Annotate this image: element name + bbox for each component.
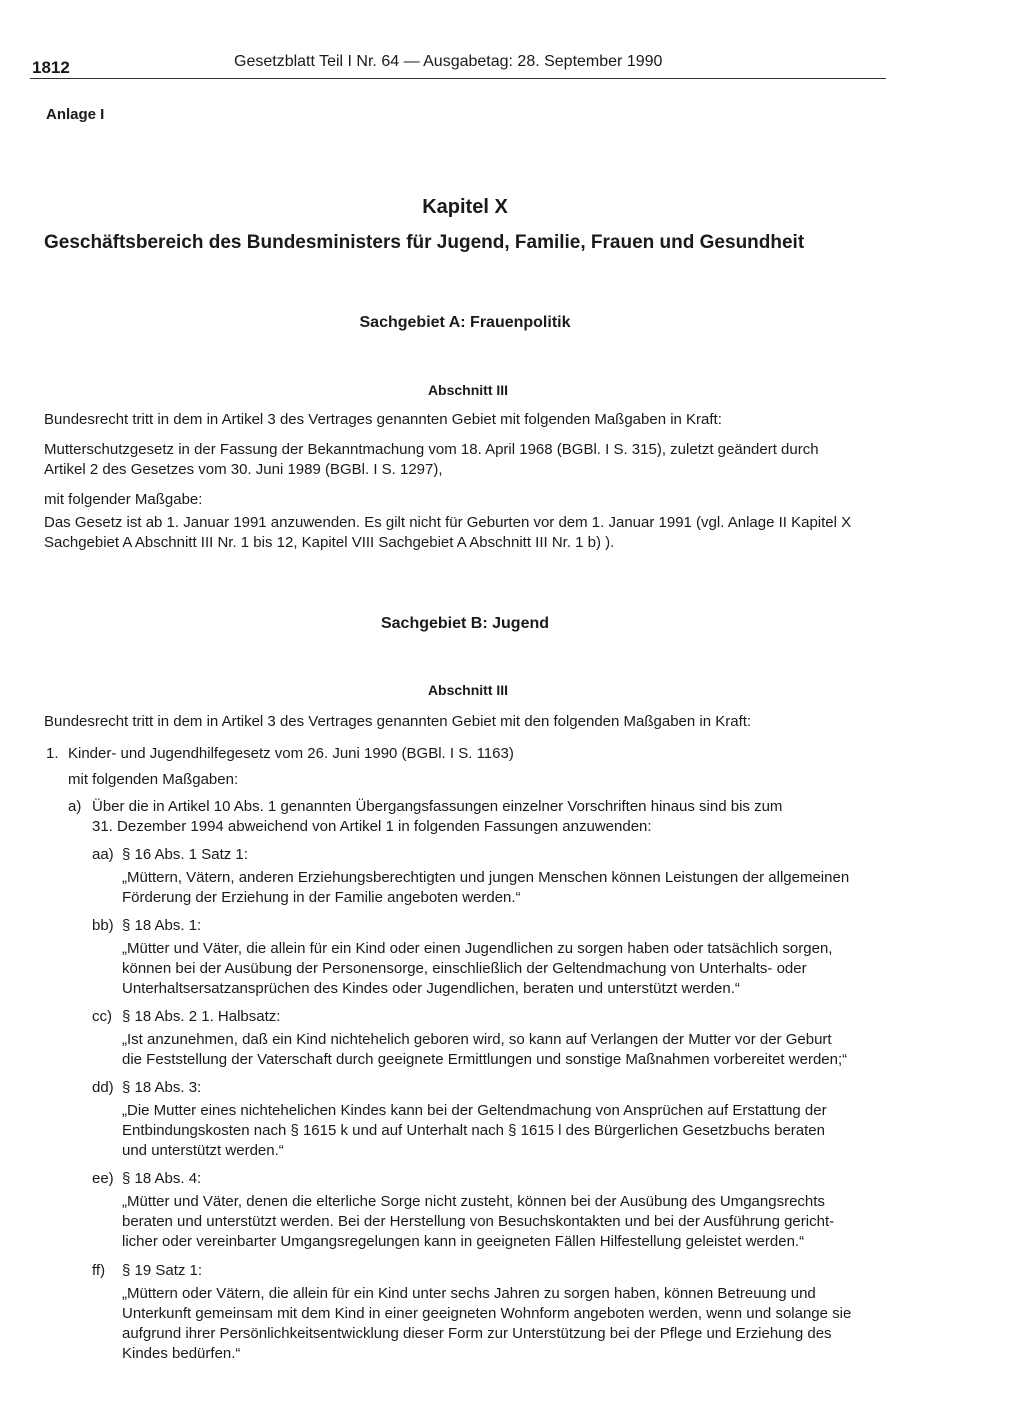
entry-ee-quote-line: licher oder vereinbarter Umgangsregelungen kann in geeigneten Fällen Hilfestellung geleistet werden.“ xyxy=(122,1233,805,1250)
entry-bb-reference: § 18 Abs. 1: xyxy=(122,917,202,934)
chapter-subtitle: Geschäftsbereich des Bundesministers für Jugend, Familie, Frauen und Gesundheit xyxy=(44,232,805,253)
section-b-intro: Bundesrecht tritt in dem in Artikel 3 des Vertrages genannten Gebiet mit den folgenden Maßgaben in Kraft: xyxy=(44,713,752,730)
entry-ee-label: ee) xyxy=(92,1170,114,1187)
entry-cc-quote-line: die Feststellung der Vaterschaft durch geeignete Ermittlungen und sonstige Maßnahmen vorbereitet werden;“ xyxy=(122,1051,848,1068)
entry-bb-quote-line: können bei der Ausübung der Personensorge, einschließlich der Geltendmachung von Unterhalts- oder xyxy=(122,960,807,977)
entry-dd-quote-line: Entbindungskosten nach § 1615 k und auf Unterhalt nach § 1615 l des Bürgerlichen Gesetzbuchs beraten xyxy=(122,1122,825,1139)
entry-aa-quote-line: „Müttern, Vätern, anderen Erziehungsberechtigten und jungen Menschen können Leistungen der allgemeinen xyxy=(122,869,850,886)
entry-ee-quote-line: beraten und unterstützt werden. Bei der Herstellung von Besuchskontakten und bei der Ausführung gericht- xyxy=(122,1213,835,1230)
entry-cc-reference: § 18 Abs. 2 1. Halbsatz: xyxy=(122,1008,281,1025)
entry-ff-quote-line: Unterkunft gemeinsam mit dem Kind in einer geeigneten Wohnform angeboten werden, wenn und solange sie xyxy=(122,1305,852,1322)
entry-ff-label: ff) xyxy=(92,1262,106,1279)
entry-ff-quote-line: Kindes bedürfen.“ xyxy=(122,1345,241,1362)
section-a-heading: Sachgebiet A: Frauenpolitik xyxy=(359,314,571,331)
item-1-number: 1. xyxy=(46,745,59,762)
entry-dd-reference: § 18 Abs. 3: xyxy=(122,1079,202,1096)
entry-aa-reference: § 16 Abs. 1 Satz 1: xyxy=(122,846,248,863)
item-a-line: 31. Dezember 1994 abweichend von Artikel 1 in folgenden Fassungen anzuwenden: xyxy=(92,818,652,835)
annex-label: Anlage I xyxy=(46,106,105,123)
entry-dd-quote-line: und unterstützt werden.“ xyxy=(122,1142,284,1159)
entry-cc-quote-line: „Ist anzunehmen, daß ein Kind nichtehelich geboren wird, so kann auf Verlangen der Mutter vor der Geburt xyxy=(122,1031,832,1048)
section-a-intro: Bundesrecht tritt in dem in Artikel 3 des Vertrages genannten Gebiet mit folgenden Maßgaben in Kraft: xyxy=(44,411,722,428)
entry-bb-quote-line: Unterhaltsersatzansprüchen des Kindes oder Jugendlichen, beraten und unterstützt werden.“ xyxy=(122,980,740,997)
section-a-law-line: Artikel 2 des Gesetzes vom 30. Juni 1989 (BGBl. I S. 1297), xyxy=(44,461,443,478)
entry-cc-label: cc) xyxy=(92,1008,112,1025)
page-number: 1812 xyxy=(32,58,70,77)
entry-dd-quote-line: „Die Mutter eines nichtehelichen Kindes kann bei der Geltendmachung von Ansprüchen auf Erstattung der xyxy=(122,1102,827,1119)
item-1-text: Kinder- und Jugendhilfegesetz vom 26. Juni 1990 (BGBl. I S. 1163) xyxy=(68,745,514,762)
running-header: Gesetzblatt Teil I Nr. 64 — Ausgabetag: 28. September 1990 xyxy=(234,53,663,70)
entry-ff-reference: § 19 Satz 1: xyxy=(122,1262,203,1279)
section-a-measure-intro: mit folgender Maßgabe: xyxy=(44,491,203,508)
section-a-measure-line: Das Gesetz ist ab 1. Januar 1991 anzuwenden. Es gilt nicht für Geburten vor dem 1. Januar 1991 (vgl. Anlage II Kapitel X xyxy=(44,514,852,531)
item-a-label: a) xyxy=(68,798,82,815)
entry-dd-label: dd) xyxy=(92,1079,114,1096)
section-b-heading: Sachgebiet B: Jugend xyxy=(380,615,550,632)
entry-ff-quote-line: „Müttern oder Vätern, die allein für ein Kind unter sechs Jahren zu sorgen haben, können Betreuung und xyxy=(122,1285,816,1302)
section-a-law-line: Mutterschutzgesetz in der Fassung der Bekanntmachung vom 18. April 1968 (BGBl. I S. 315), zuletzt geändert durch xyxy=(44,441,819,458)
item-a-line: Über die in Artikel 10 Abs. 1 genannten Übergangsfassungen einzelner Vorschriften hinaus sind bis zum xyxy=(92,798,783,815)
entry-bb-label: bb) xyxy=(92,917,114,934)
entry-aa-quote-line: Förderung der Erziehung in der Familie angeboten werden.“ xyxy=(122,889,521,906)
entry-ff-quote-line: aufgrund ihrer Persönlichkeitsentwicklung dieser Form zur Unterstützung bei der Pflege und Erziehung des xyxy=(122,1325,832,1342)
section-a-measure-line: Sachgebiet A Abschnitt III Nr. 1 bis 12, Kapitel VIII Sachgebiet A Abschnitt III Nr. 1 b) ). xyxy=(44,534,615,551)
entry-ee-quote-line: „Mütter und Väter, denen die elterliche Sorge nicht zusteht, können bei der Ausübung des Umgangsrechts xyxy=(122,1193,825,1210)
header-rule xyxy=(30,78,886,79)
item-1-subtext: mit folgenden Maßgaben: xyxy=(68,771,239,788)
entry-aa-label: aa) xyxy=(92,846,114,863)
chapter-title: Kapitel X xyxy=(422,196,508,218)
section-b-abschnitt: Abschnitt III xyxy=(427,682,509,698)
section-a-abschnitt: Abschnitt III xyxy=(427,382,509,398)
entry-bb-quote-line: „Mütter und Väter, die allein für ein Kind oder einen Jugendlichen zu sorgen haben oder tatsächlich sorgen, xyxy=(122,940,833,957)
entry-ee-reference: § 18 Abs. 4: xyxy=(122,1170,202,1187)
